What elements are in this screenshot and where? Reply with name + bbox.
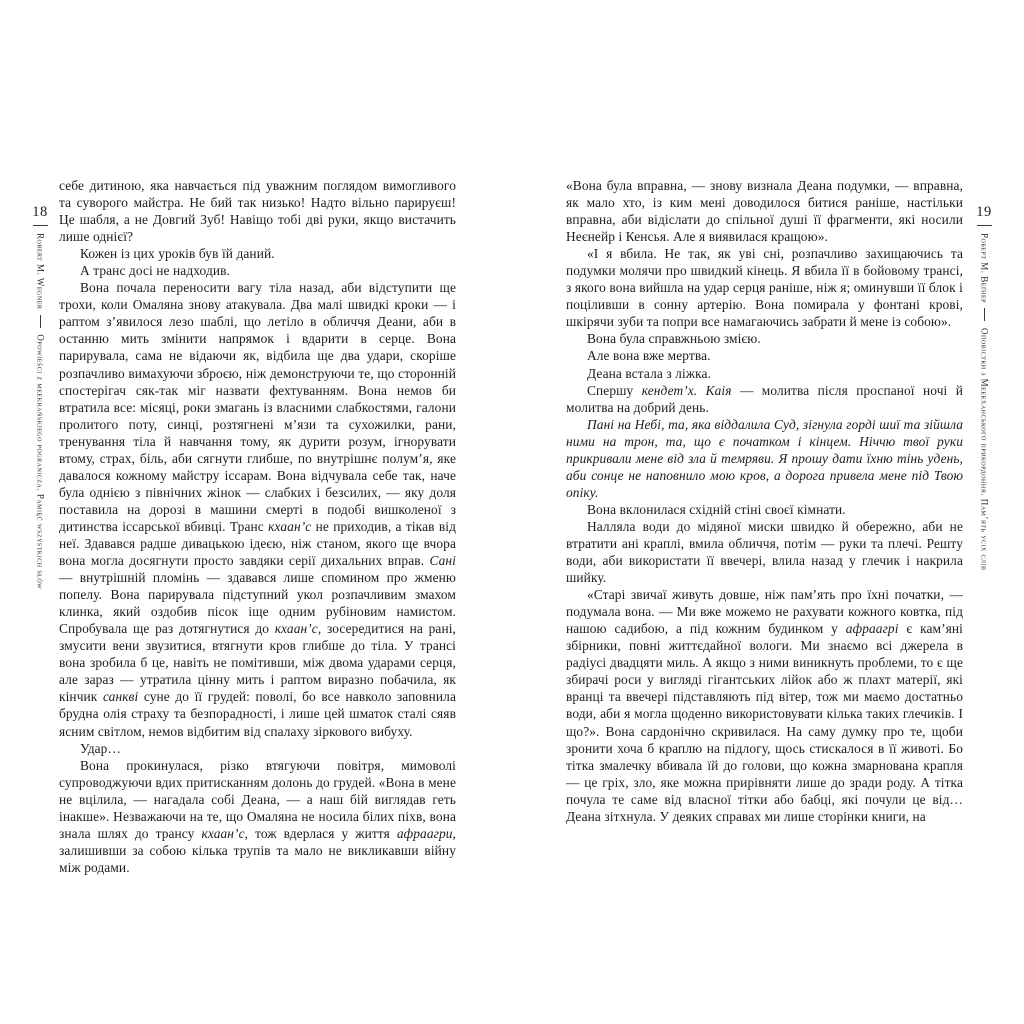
text-run: , тож вдерлася у життя xyxy=(244,825,397,841)
left-running-head xyxy=(36,233,45,589)
italic-text-run: Пані на Небі, та, яка віддалила Суд, зігнула горді шиї та зійшла ними на трон, та, що є початком і кінцем. Ніччю твої руки прикривали мене від зла й темряви. Я прошу дати їхню тінь удень, аби сонце не наповнило мою кров, а дорога привела мене під Твою опіку. xyxy=(566,416,963,500)
paragraph xyxy=(59,262,456,279)
running-author: Robert M. Wegner xyxy=(35,232,46,309)
running-head-divider xyxy=(40,315,41,328)
text-run: Вона почала переносити вагу тіла назад, аби відступити ще трохи, коли Омаляна знову атакувала. Два малі швидкі кроки — і раптом з’явилося лезо шаблі, що летіло в обличчя Деани, аби в останню мить змінити напрямок і вдарити в серце. Вона парирувала, сама не відаючи як, відбила ще два удари, скоріше розпачливо вимахуючи зброєю, ніж демонструючи те, що сторонній спостерігач сяк-так міг назвати фехтуванням. Вона немов би втратила все: місяці, роки змагань із власними слабкостями, галони пролитого поту, синці, розтягнені м’язи та сухожилки, рани, тренування тіла й навчання тому, як дурити розум, ігнорувати втому, страх, біль, аби сягнути глибше, по внутрішнє полум’я, яке давалося кожному майстру іссарам. Вона відчувала себе так, наче була однією з північних жінок — слабких і безсилих, — яку доля поставила на дорозі в машини смерті в подобі вишколеної з дитинства іссарської вбивці. Транс xyxy=(59,280,456,534)
italic-text-run: кхаан’с xyxy=(201,825,245,841)
paragraph xyxy=(566,416,963,501)
running-author: Роберт М. Веґнер xyxy=(979,232,990,303)
text-run: — молитва після проспаної ночі й молитва на добрий день. xyxy=(566,382,964,415)
text-run: Удар… xyxy=(80,740,121,756)
page-number-left: 18 xyxy=(32,204,48,220)
text-run: Вона прокинулася, різко втягуючи повітря, мимоволі супроводжуючи вдих притисканням долонь до грудей. «Вона в мене не вцілила, — нагадала собі Деана, — а наш бій виглядав геть інакше». Незважаючи на те, що Омаляна не носила білих піхв, вона знала шлях до трансу xyxy=(59,757,456,841)
right-running-head xyxy=(980,233,989,570)
italic-text-run: кхаан’с xyxy=(268,518,312,534)
paragraph xyxy=(566,382,963,416)
text-run: «Вона була вправна, — знову визнала Деана подумки, — вправна, як мало хто, із ким мені доводилося битися раніше, настільки вправна, аби відіслати до спільної душі її фрагменти, які носили Неєнейр і Кенсья. Але я виявилася кращою». xyxy=(566,178,963,245)
italic-text-run: кендет’х. Каія xyxy=(641,382,732,398)
text-run: «І я вбила. Не так, як уві сні, розпачливо захищаючись та подумки молячи про швидкий кінець. Я вбила її в бойовому трансі, з якого вона вийшла на удар серця раніше, ніж я; оминувши її блок і поціливши в сонну артерію. Вона помирала у фонтані крові, шкірячи зуби та попри все намагаючись забрати й мене із собою». xyxy=(566,246,963,330)
left-page-margin xyxy=(24,205,56,589)
left-page-text xyxy=(59,177,456,876)
paragraph xyxy=(59,245,456,262)
text-run: Деана встала з ліжка. xyxy=(587,365,712,381)
text-run: «Старі звичаї живуть довше, ніж пам’ять про їхні початки, — подумала вона. — Ми вже можемо не рахувати кожного ковтка, під нашою садибою, а під кожним будинком у xyxy=(566,587,963,637)
text-run: — внутрішній пломінь — здавався лише спомином про жменю попелу. Вона парирувала підступний укол розпачливим змахом клинка, який оздобив пісок іще одним рубіновим намистом. Спробувала ще раз дотягнутися до xyxy=(59,570,456,637)
text-run: суне до її грудей: поволі, бо все навколо заповнила брудна олія страху та безпорадності, і лише цей шматок сталі сяяв ясним світлом, немов відбитим від спалаху зіркового вибуху. xyxy=(59,689,456,739)
text-run: А транс досі не надходив. xyxy=(80,263,231,279)
italic-text-run: Сані xyxy=(429,553,456,569)
italic-text-run: афраагри xyxy=(396,825,453,841)
text-run: є кам’яні збірники, повні життєдайної вологи. Ми знаємо всі джерела в радіусі двадцяти миль. А якщо з ними виникнуть проблеми, то є ще збирачі роси у вигляді гігантських лійок або ж плахт матерії, які вранці та ввечері підставляють під вітер, тож ми маємо достатньо води, аби я могла щоденно використовувати кілька таких глечиків. І що?». Вона сардонічно скривилася. На саму думку про те, щоби зронити хоча б краплю на підлогу, щось стискалося в її животі. Бо тітка змалечку вбивала їй до голови, що кожна змарнована крапля — це гріх, зло, яке можна прирівняти лише до зради роду. А тітка почула те саме від власної тітки або бабці, які почули це від… Деана зітхнула. У деяких справах ми лише сторінки книги, на xyxy=(566,621,964,824)
italic-text-run: санкві xyxy=(102,689,139,705)
paragraph xyxy=(59,177,456,245)
text-run: Вона вклонилася східній стіні своєї кімнати. xyxy=(587,501,846,517)
right-page-text xyxy=(566,177,963,825)
text-run: , зосередитися на рані, змусити вени звузитися, втягнути кров глибше до тіла. У трансі вона зробила б це, навіть не помітивши, між двома ударами серця, але зараз — утратила цінну мить і раптом виразно побачила, як кінчик xyxy=(59,621,456,705)
running-title: Оповістки з Меекханського прикордоння. Пам’ять усіх слів xyxy=(979,327,990,570)
text-run: , залишивши за собою кілька трупів та мало не викликавши війну між родами. xyxy=(59,825,456,875)
italic-text-run: афраагрі xyxy=(845,621,899,637)
paragraph xyxy=(566,245,963,330)
right-page-margin xyxy=(968,205,1000,570)
paragraph xyxy=(566,347,963,364)
paragraph xyxy=(566,501,963,518)
text-run: Налляла води до мідяної миски швидко й обережно, аби не втратити ані краплі, вмила обличчя, потім — руки та плечі. Решту води, аби використати її ввечері, влила назад у глечик і накрила шийку. xyxy=(566,518,963,586)
running-head-divider xyxy=(984,308,985,321)
paragraph xyxy=(566,365,963,382)
paragraph xyxy=(566,518,963,586)
text-run: Спершу xyxy=(587,382,642,398)
paragraph xyxy=(566,586,963,825)
paragraph xyxy=(566,330,963,347)
paragraph xyxy=(59,740,456,757)
paragraph xyxy=(59,757,456,876)
paragraph xyxy=(566,177,963,245)
text-run: Кожен із цих уроків був їй даний. xyxy=(80,246,275,262)
text-run: Але вона вже мертва. xyxy=(587,348,711,364)
italic-text-run: кхаан’с xyxy=(274,621,318,637)
paragraph xyxy=(59,279,456,739)
text-run: себе дитиною, яка навчається під уважним поглядом вимогливого та суворого майстра. Не бий так низько! Надто вільно парируєш! Це шабля, а не Довгий Зуб! Навіщо тобі дві руки, якщо вистачить лише однієї? xyxy=(59,178,456,245)
page-number-divider xyxy=(33,225,48,226)
text-run: не приходив, а тікав від неї. Здавався радше дивацькою ідеєю, ніж станом, якого ще вчора вона могла досягнути просто завдяки серії дихальних вправ. xyxy=(59,518,456,569)
page-number-right: 19 xyxy=(976,204,992,220)
text-run: Вона була справжньою змією. xyxy=(587,331,761,347)
page-number-divider xyxy=(977,225,992,226)
running-title: Opowieści z meekhańskiego pogranicza. Pamięć wszystkich słów xyxy=(35,333,46,589)
